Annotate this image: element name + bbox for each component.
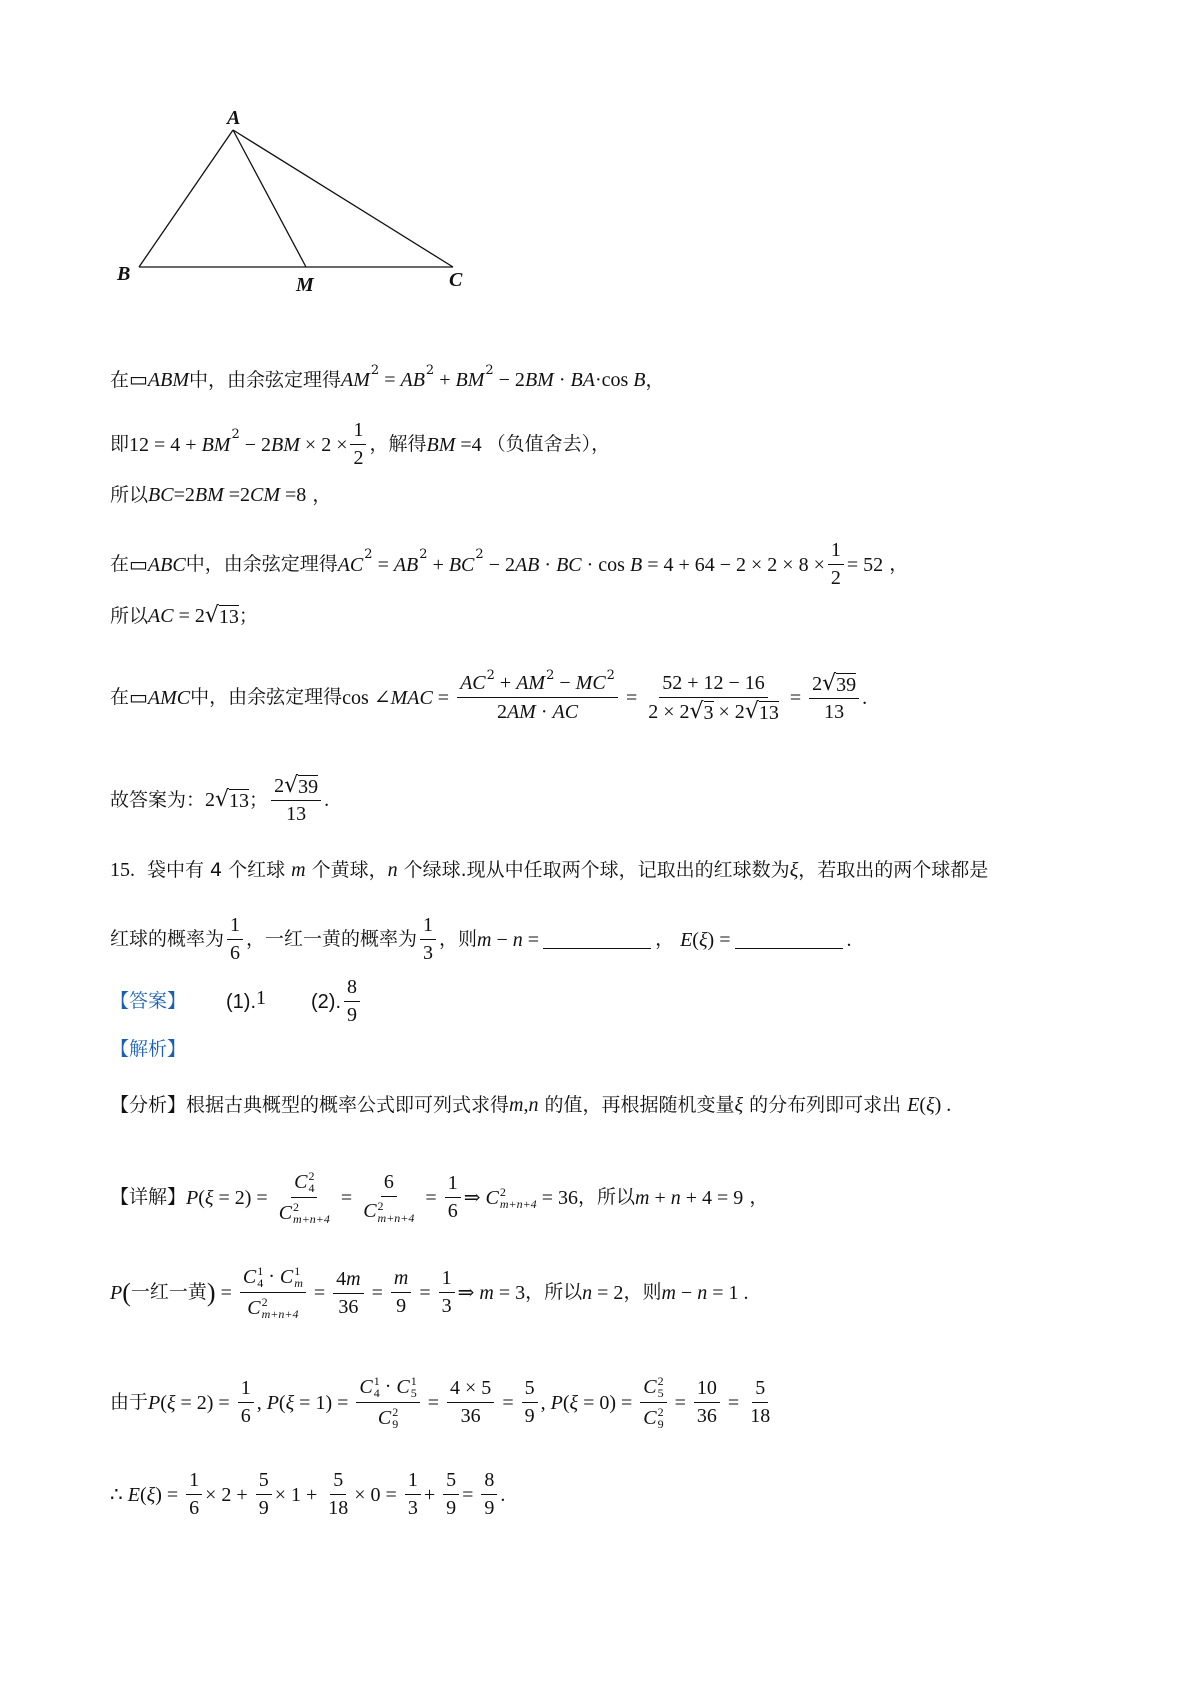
solution-line-6: 在 ▭ AMC 中，由余弦定理得 cos ∠ MAC = $\frac{AC^2 + AM^2 - MC^2}{2AM \cdot AC}$ = 52 + 12 − 16 2 × 2 √ 3 × 2 √ 13 = 2 √ 39 13 . bbox=[110, 668, 868, 724]
answer-blank-2[interactable] bbox=[735, 930, 843, 949]
xiangjie-line-1: 【详解】 P ( ξ = 2) = C 2 4 C 2 m+n+4 = 6 C 2 m+n+4 = $\frac{1}{6}$ ⇒ C 2 m+n+4 = 36 ，所以 m + n + 4 = 9 ， bbox=[110, 1169, 769, 1226]
answer-blank-1[interactable] bbox=[543, 930, 651, 949]
fenxi-line: 【分析】 根据古典概型的概率公式即可列式求得 m , n 的值，再根据随机变量 ξ 的分布列即可求出 E ( ξ ) . bbox=[110, 1093, 952, 1116]
question-15-line-2: 红球的概率为 $\frac{1}{6}$ ，一红一黄的概率为 $\frac{1}{3}$ ，则 m − n = ， E ( ξ ) = . bbox=[110, 914, 852, 964]
answer-line: 故答案为： 2 √ 13 ； 2 √ 39 13 . bbox=[110, 773, 330, 825]
median-am bbox=[233, 130, 306, 267]
solution-line-1: 在 ▭ ABM 中，由余弦定理得 AM 2 = AB 2 + BM 2 − 2 BM · BA ·cos B ， bbox=[110, 362, 665, 391]
xiangjie-line-3: 由于 P ( ξ = 2) = $\frac{1}{6}$ , P ( ξ = 1) = C 1 4 · C 1 5 C 2 9 = $\frac{4 \times 5}{36}$ = $\frac{5}{9}$ , P ( ξ = 0) = C 2 5 C 2 9 = $\frac{10}{36}$ = $\frac{5}{18}$ bbox=[110, 1374, 771, 1431]
solution-line-2: 即 12 = 4 + BM 2 − 2 BM × 2 × $\frac{1}{2}$ ，解得 BM =4 （负值舍去）， bbox=[110, 419, 611, 469]
analysis-tag: 【解析】 bbox=[110, 1038, 187, 1060]
side-ab bbox=[139, 130, 233, 267]
triangle-figure bbox=[110, 100, 490, 300]
solution-line-3: 所以 BC =2 BM =2 CM =8 ， bbox=[110, 483, 332, 506]
label-c: C bbox=[449, 269, 463, 291]
expectation-line: ∴ E ( ξ ) = $\frac{1}{6}$ × 2 + $\frac{5}{9}$ × 1 + $\frac{5}{18}$ × 0 = $\frac{1}{3}$ + $\frac{5}{9}$ = $\frac{8}{9}$ . bbox=[110, 1469, 506, 1519]
label-a: A bbox=[227, 107, 241, 129]
question-15-line-1: 15. 袋中有 4 个红球 m 个黄球， n 个绿球.现从中任取两个球，记取出的红球数为 ξ ，若取出的两个球都是 bbox=[110, 858, 989, 881]
xiangjie-line-2: P ( 一红一黄 ) = C 1 4 · C 1 m C 2 m+n+4 = $\frac{4m}{36}$ = $\frac{m}{9}$ = $\frac{1}{3}$ ⇒ m = 3 ，所以 n = 2 ，则 m − n = 1 . bbox=[110, 1264, 749, 1321]
label-b: B bbox=[117, 263, 131, 285]
answer-tag: 【答案】 bbox=[110, 990, 187, 1012]
solution-line-4: 在 ▭ ABC 中，由余弦定理得 AC 2 = AB 2 + BC 2 − 2 AB · BC · cos B = 4 + 64 − 2 × 2 × 8 × $\frac{1}{2}$ = 52 ， bbox=[110, 539, 909, 589]
label-m: M bbox=[296, 274, 314, 296]
solution-line-5: 所以 AC = 2 √ 13 ； bbox=[110, 603, 258, 628]
side-ac bbox=[233, 130, 453, 267]
analysis-row bbox=[110, 1040, 186, 1059]
answer-row: 【答案】 (1). 1 (2). $\frac{8}{9}$ bbox=[110, 977, 363, 1026]
